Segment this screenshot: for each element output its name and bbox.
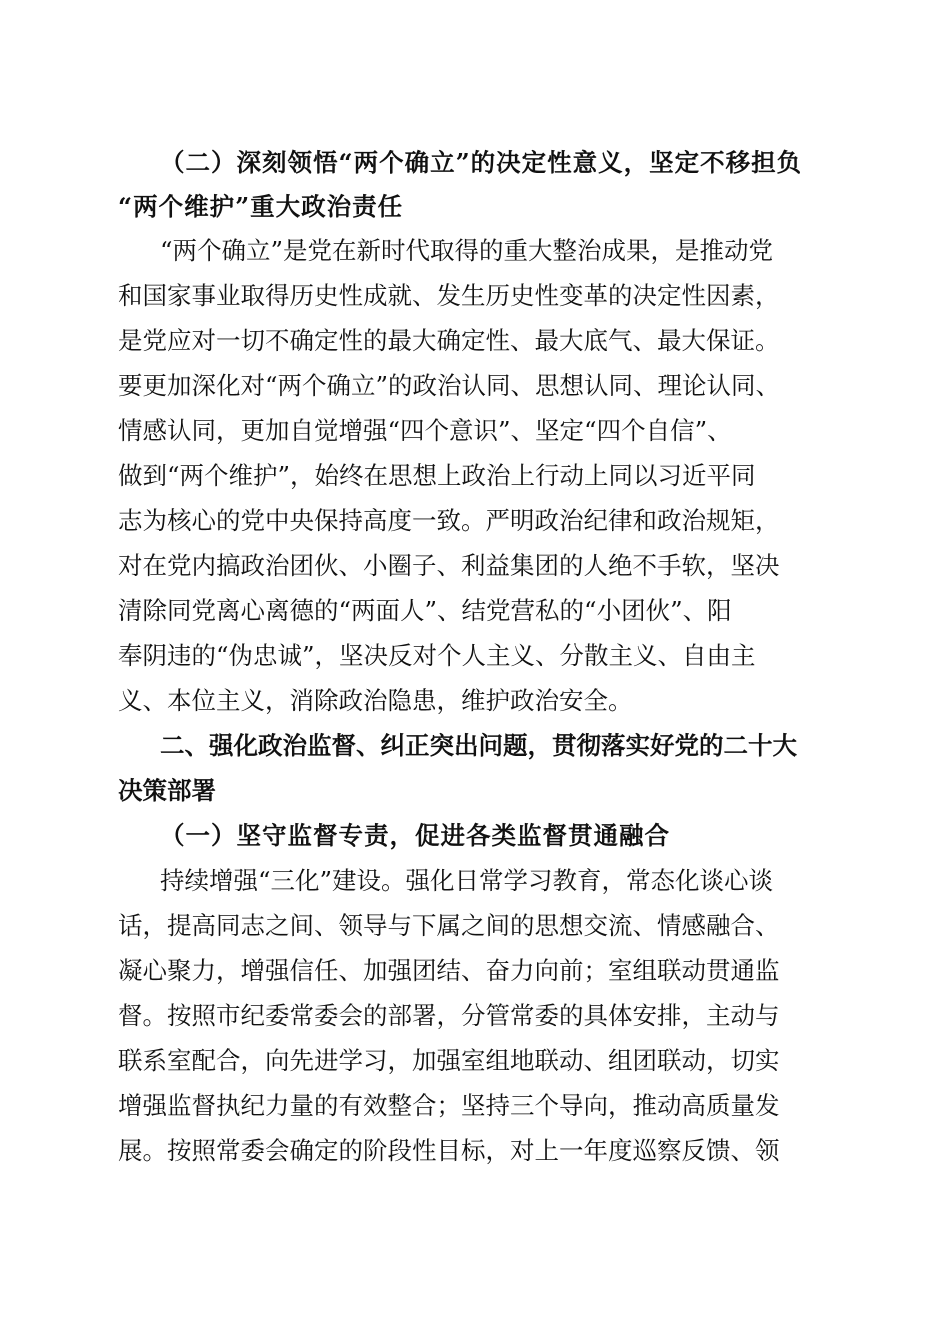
subsection-heading-2-line-2: “两个维护”重大政治责任 [118, 192, 404, 221]
paragraph-1-line-7: 志为核心的党中央保持高度一致。严明政治纪律和政治规矩， [118, 506, 780, 535]
paragraph-1-line-10: 奉阴违的“伪忠诚”，坚决反对个人主义、分散主义、自由主 [118, 641, 756, 670]
subsection-heading-1: （一）坚守监督专责，促进各类监督贯通融合 [160, 821, 670, 850]
paragraph-1-line-5: 情感认同，更加自觉增强“四个意识”、坚定“四个自信”、 [118, 416, 732, 445]
paragraph-2-line-4: 督。按照市纪委常委会的部署，分管常委的具体安排，主动与 [118, 1001, 780, 1030]
paragraph-1-line-1: “两个确立”是党在新时代取得的重大整治成果，是推动党 [160, 236, 774, 265]
paragraph-2-line-5: 联系室配合，向先进学习，加强室组地联动、组团联动，切实 [118, 1046, 780, 1075]
paragraph-2-line-1: 持续增强“三化”建设。强化日常学习教育，常态化谈心谈 [160, 866, 774, 895]
paragraph-1-line-4: 要更加深化对“两个确立”的政治认同、思想认同、理论认同、 [118, 371, 781, 400]
paragraph-1-line-3: 是党应对一切不确定性的最大确定性、最大底气、最大保证。 [118, 326, 780, 355]
paragraph-1-line-6: 做到“两个维护”，始终在思想上政治上行动上同以习近平同 [118, 461, 756, 490]
paragraph-1-line-8: 对在党内搞政治团伙、小圈子、利益集团的人绝不手软，坚决 [118, 551, 780, 580]
paragraph-2-line-7: 展。按照常委会确定的阶段性目标，对上一年度巡察反馈、领 [118, 1136, 780, 1165]
paragraph-1-line-2: 和国家事业取得历史性成就、发生历史性变革的决定性因素， [118, 281, 780, 310]
paragraph-2-line-3: 凝心聚力，增强信任、加强团结、奋力向前；室组联动贯通监 [118, 956, 780, 985]
paragraph-1-line-11: 义、本位主义，消除政治隐患，维护政治安全。 [118, 686, 633, 715]
paragraph-2-line-2: 话，提高同志之间、领导与下属之间的思想交流、情感融合、 [118, 911, 780, 940]
section-heading-2-line-2: 决策部署 [118, 776, 216, 805]
section-heading-2-line-1: 二、强化政治监督、纠正突出问题，贯彻落实好党的二十大 [160, 731, 797, 760]
subsection-heading-2-line-1: （二）深刻领悟“两个确立”的决定性意义，坚定不移担负 [160, 148, 803, 177]
paragraph-2-line-6: 增强监督执纪力量的有效整合；坚持三个导向，推动高质量发 [118, 1091, 780, 1120]
paragraph-1-line-9: 清除同党离心离德的“两面人”、结党营私的“小团伙”、阳 [118, 596, 732, 625]
